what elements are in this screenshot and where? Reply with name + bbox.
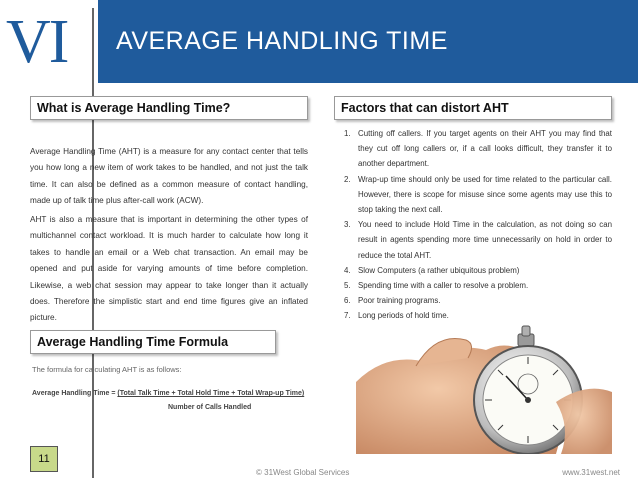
what-paragraph-2: AHT is also a measure that is important in determining the other types of multichannel contact workload. It is much harder to calculate how long it takes to handle an email or a Web chat transaction. An email may be opened and put aside for varying amounts of time before completion. Likewise, a web chat session may appear to take longer than it actually does. Therefore the simplistic start and end time figures give an inflated picture. [30, 215, 308, 323]
stopwatch-photo [356, 322, 612, 454]
formula-numerator-line [32, 390, 322, 397]
footer-copyright: © 31West Global Services [256, 468, 350, 477]
list-item: 3. You need to include Hold Time in the calculation, as not doing so can result in agents spending more time unnecessarily on hold in order to reduce the total AHT. [344, 220, 612, 260]
factors-list [334, 126, 612, 324]
formula-heading: Average Handling Time Formula [30, 330, 276, 354]
list-item: 5. Spending time with a caller to resolve a problem. [344, 281, 529, 291]
list-item: 4. Slow Computers (a rather ubiquitous problem) [344, 265, 520, 275]
page-title: AVERAGE HANDLING TIME [116, 27, 448, 55]
list-item: 2. Wrap-up time should only be used for time related to the particular call. However, there is scope for misuse since some agents may use this to stop taking the next call. [344, 174, 612, 215]
list-item: 1. Cutting off callers. If you target agents on their AHT you may find that they cut off long callers or, if a call looks difficult, they transfer it to another department. [344, 129, 612, 169]
section-numeral: VI [6, 8, 68, 76]
list-item: 7. Long periods of hold time. [344, 311, 449, 321]
formula-denominator: Number of Calls Handled [168, 404, 252, 411]
what-paragraph-1: Average Handling Time (AHT) is a measure for any contact center that tells you how long a new item of work takes to be handled, and not just the talk time. It can also be defined as a common measure of contact handling, made up of talk time plus after-call work (ACW). [30, 147, 308, 206]
header [0, 0, 638, 83]
what-heading: What is Average Handling Time? [30, 96, 308, 120]
formula-lhs: Average Handling Time = [32, 390, 118, 397]
list-item: 6. Poor training programs. [344, 296, 441, 306]
formula-intro: The formula for calculating AHT is as follows: [32, 365, 182, 374]
formula-numerator: (Total Talk Time + Total Hold Time + Total Wrap-up Time) [117, 390, 305, 397]
factors-heading: Factors that can distort AHT [334, 96, 612, 120]
footer-website: www.31west.net [562, 468, 620, 477]
page-number: 11 [30, 446, 58, 472]
